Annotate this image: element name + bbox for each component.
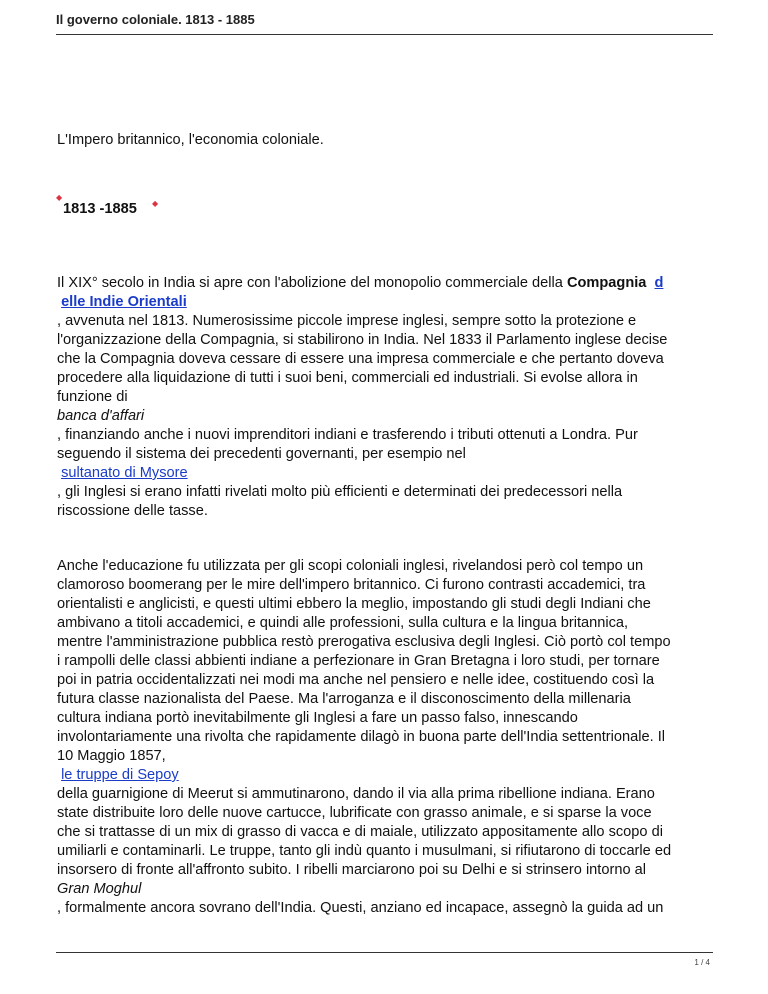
link-sultanato-mysore[interactable]: sultanato di Mysore — [61, 465, 188, 481]
text-line: l'organizzazione della Compagnia, si stabilirono in India. Nel 1833 il Parlamento inglese decise — [57, 332, 668, 348]
text-line — [57, 293, 717, 312]
text-line: funzione di — [57, 389, 128, 405]
text-line — [57, 766, 717, 785]
text-line: , formalmente ancora sovrano dell'India. Questi, anziano ed incapace, assegnò la guida ad un — [57, 900, 664, 916]
page-number: 1 / 4 — [694, 958, 710, 967]
running-header-title: Il governo coloniale. 1813 - 1885 — [56, 12, 255, 27]
link-truppe-sepoy[interactable]: le truppe di Sepoy — [61, 767, 179, 783]
text-line: involontariamente una rivolta che rapidamente dilagò in buona parte dell'India settentrionale. Il — [57, 729, 666, 745]
text-line: ambivano a titoli accademici, e quindi alle professioni, sulla cultura e la lingua britannica, — [57, 615, 629, 631]
link-indie-orientali-start[interactable]: d — [654, 275, 664, 291]
text-line — [57, 464, 717, 483]
text-line: che si trattasse di un mix di grasso di vacca e di maiale, utilizzato appositamente allo scopo di — [57, 824, 663, 840]
text-line: poi in patria occidentalizzati nei modi ma anche nel pensiero e nelle idee, costituendo così la — [57, 672, 655, 688]
footer-divider — [56, 952, 713, 953]
text-line: futura classe nazionalista del Paese. Ma l'arroganza e il disconoscimento della millenaria — [57, 691, 631, 707]
bold-term: Compagnia — [566, 275, 647, 291]
link-indie-orientali[interactable]: elle Indie Orientali — [61, 294, 187, 310]
text-line: 10 Maggio 1857, — [57, 748, 166, 764]
text-line: , gli Inglesi si erano infatti rivelati molto più efficienti e determinati dei predecessori nella — [57, 484, 623, 500]
header-divider — [56, 34, 713, 35]
text-line — [57, 880, 717, 899]
text-line: seguendo il sistema dei precedenti governanti, per esempio nel — [57, 446, 466, 462]
text-line: insorsero di fronte all'affronto subito. I ribelli marciarono poi su Delhi e si strinsero intorno al — [57, 862, 646, 878]
text-line: procedere alla liquidazione di tutti i suoi beni, commerciali ed industriali. Si evolse allora in — [57, 370, 638, 386]
paragraph-compagnia — [57, 274, 717, 521]
italic-term: banca d'affari — [57, 408, 145, 424]
text-line: , avvenuta nel 1813. Numerosissime piccole imprese inglesi, sempre sotto la protezione e — [57, 313, 637, 329]
date-heading: 1813 -1885 — [63, 201, 137, 217]
text-line: Anche l'educazione fu utilizzata per gli scopi coloniali inglesi, rivelandosi però col tempo un — [57, 558, 644, 574]
text-line: che la Compagnia doveva cessare di essere una impresa commerciale e che pertanto doveva — [57, 351, 664, 367]
text-line: mentre l'amministrazione pubblica restò prerogativa esclusiva degli Inglesi. Ciò portò col tempo — [57, 634, 671, 650]
paragraph-educazione — [57, 557, 717, 918]
text-line: , finanziando anche i nuovi imprenditori indiani e trasferendo i tributi ottenuti a Londra. Pur — [57, 427, 638, 443]
text-line: orientalisti e anglicisti, e questi ultimi ebbero la meglio, impostando gli studi degli Indiani che — [57, 596, 651, 612]
text-line: umiliarli e contaminarli. Le truppe, tanto gli indù quanto i musulmani, si rifiutarono di toccarle ed — [57, 843, 672, 859]
text-line: cultura indiana portò inevitabilmente gli Inglesi a fare un passo falso, innescando — [57, 710, 578, 726]
text-line: state distribuite loro delle nuove cartucce, lubrificate con grasso animale, e si sparse la voce — [57, 805, 652, 821]
text-line: i rampolli delle classi abbienti indiane a perfezionare in Gran Bretagna i loro studi, per tornare — [57, 653, 660, 669]
text-line — [57, 274, 717, 293]
bullet-marker-left: ◆ — [56, 193, 63, 202]
text-line: della guarnigione di Meerut si ammutinarono, dando il via alla prima ribellione indiana. Erano — [57, 786, 655, 802]
text-line: clamoroso boomerang per le mire dell'impero britannico. Ci furono contrasti accademici, tra — [57, 577, 646, 593]
text-line: riscossione delle tasse. — [57, 503, 208, 519]
document-subtitle: L'Impero britannico, l'economia coloniale. — [57, 132, 324, 148]
text-line — [57, 407, 717, 426]
text-run: Il XIX° secolo in India si apre con l'abolizione del monopolio commerciale della — [57, 275, 567, 291]
italic-term: Gran Moghul — [57, 881, 142, 897]
bullet-marker-right: ◆ — [152, 199, 159, 208]
